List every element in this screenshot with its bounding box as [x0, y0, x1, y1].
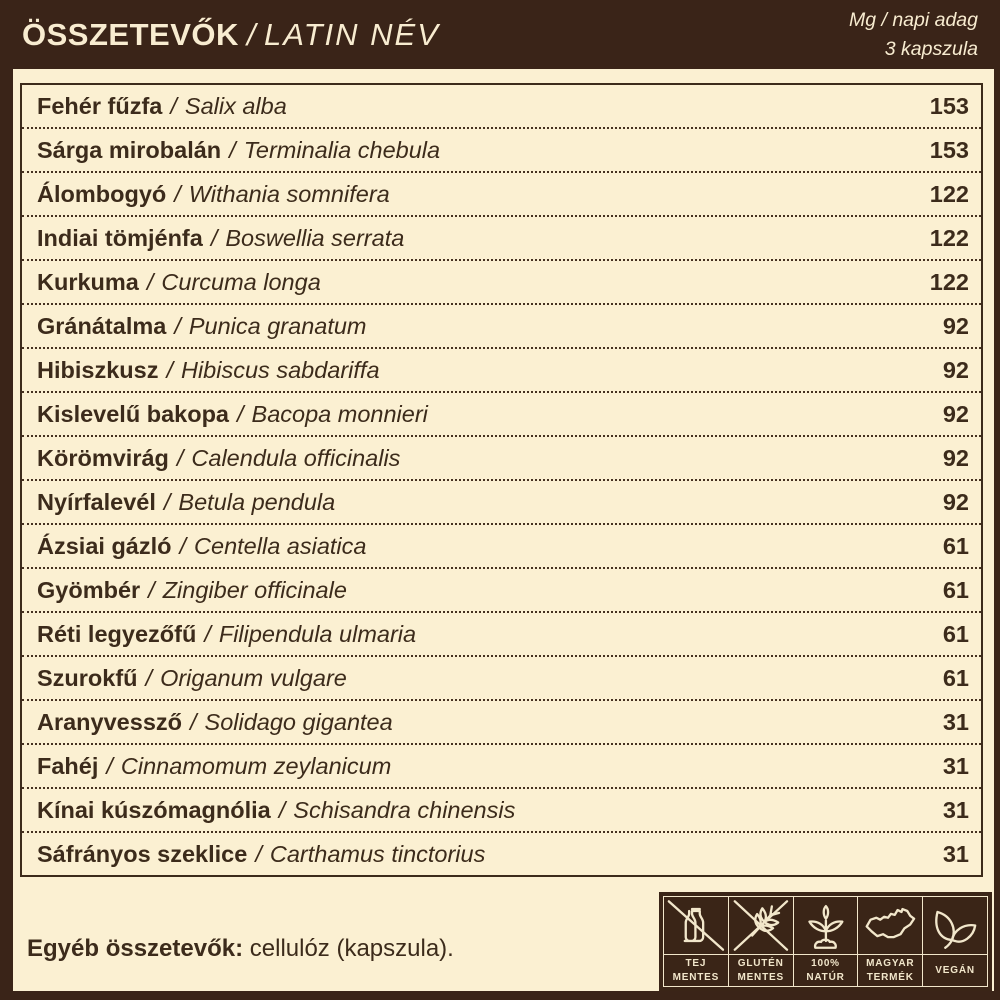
ingredient-row	[22, 613, 981, 657]
ingredient-name-separator: /	[166, 356, 173, 383]
ingredient-name-hu: Álombogyó	[37, 180, 167, 207]
badge-label: MAGYAR TERMÉK	[866, 957, 915, 983]
badge	[729, 897, 794, 986]
ingredient-name-separator: /	[174, 312, 181, 339]
ingredient-name-latin: Origanum vulgare	[160, 664, 347, 691]
ingredient-name-group	[37, 313, 367, 340]
ingredient-name-latin: Withania somnifera	[188, 180, 390, 207]
badge	[858, 897, 923, 986]
ingredient-row	[22, 349, 981, 393]
ingredient-row	[22, 173, 981, 217]
ingredient-name-latin: Centella asiatica	[194, 532, 367, 559]
title-hu: ÖSSZETEVŐK	[22, 16, 239, 52]
ingredient-name-group	[37, 665, 347, 692]
ingredient-name-latin: Solidago gigantea	[204, 708, 393, 735]
ingredient-name-separator: /	[106, 752, 113, 779]
ingredient-name-separator: /	[210, 224, 218, 251]
ingredient-name-hu: Ázsiai gázló	[37, 532, 172, 559]
ingredient-mg-value: 61	[942, 576, 969, 603]
ingredient-row	[22, 437, 981, 481]
ingredient-row	[22, 701, 981, 745]
ingredient-mg-value: 92	[942, 312, 969, 339]
ingredient-mg-value: 61	[942, 532, 969, 559]
ingredient-name-separator: /	[148, 576, 155, 603]
ingredient-name-group	[37, 93, 287, 120]
ingredient-name-latin: Terminalia chebula	[243, 136, 441, 163]
ingredient-name-hu: Kurkuma	[37, 268, 139, 295]
page-title	[22, 17, 440, 53]
ingredient-name-group	[37, 709, 393, 736]
ingredient-name-separator: /	[204, 620, 211, 647]
ingredient-name-hu: Fehér fűzfa	[37, 92, 163, 119]
badges-box	[659, 892, 992, 991]
badge-label: GLUTÉN MENTES	[737, 957, 784, 983]
ingredient-name-group	[37, 357, 380, 384]
ingredient-name-group	[37, 841, 485, 868]
sprout-icon	[794, 897, 858, 954]
ingredient-name-group	[37, 225, 404, 252]
ingredient-name-hu: Kislevelű bakopa	[37, 400, 229, 427]
hungary-map-icon	[858, 897, 922, 954]
other-ingredients-label: Egyéb összetevők:	[27, 935, 244, 962]
ingredient-name-group	[37, 269, 321, 296]
badge-label: VEGÁN	[935, 964, 975, 976]
badge-label: TEJ MENTES	[672, 957, 720, 983]
ingredient-name-latin: Cinnamomum zeylanicum	[120, 752, 392, 779]
ingredient-name-latin: Filipendula ulmaria	[218, 620, 417, 647]
vegan-leaves-icon	[923, 897, 987, 954]
ingredient-row	[22, 305, 981, 349]
ingredient-name-hu: Gyömbér	[37, 576, 141, 603]
ingredient-name-group	[37, 137, 440, 164]
ingredient-name-latin: Curcuma longa	[161, 268, 321, 295]
title-latin: LATIN NÉV	[264, 16, 440, 52]
ingredient-row	[22, 525, 981, 569]
ingredient-name-hu: Réti legyezőfű	[37, 620, 197, 647]
ingredient-name-separator: /	[170, 92, 177, 119]
other-ingredients-note	[27, 935, 454, 963]
ingredient-name-latin: Betula pendula	[178, 488, 336, 515]
ingredient-row	[22, 569, 981, 613]
ingredient-name-latin: Boswellia serrata	[225, 224, 405, 251]
header	[22, 0, 978, 69]
ingredient-mg-value: 92	[942, 400, 969, 427]
ingredient-name-separator: /	[237, 400, 244, 427]
ingredient-mg-value: 92	[942, 356, 969, 383]
ingredient-mg-value: 122	[929, 224, 969, 251]
ingredient-name-separator: /	[190, 708, 197, 735]
ingredients-panel	[13, 69, 994, 991]
ingredient-name-latin: Carthamus tinctorius	[269, 840, 486, 867]
ingredient-name-hu: Sáfrányos szeklice	[37, 840, 248, 867]
ingredient-mg-value: 61	[942, 664, 969, 691]
no-milk-icon	[664, 897, 728, 954]
ingredient-name-group	[37, 753, 391, 780]
ingredient-name-separator: /	[179, 532, 187, 559]
ingredient-name-hu: Szurokfű	[37, 664, 138, 691]
ingredient-mg-value: 31	[942, 840, 969, 867]
ingredient-mg-value: 31	[942, 752, 969, 779]
other-ingredients-value: cellulóz (kapszula).	[243, 935, 454, 962]
ingredient-name-group	[37, 797, 515, 824]
ingredient-mg-value: 31	[942, 708, 969, 735]
ingredient-row	[22, 217, 981, 261]
ingredient-name-latin: Calendula officinalis	[191, 444, 401, 471]
ingredient-name-latin: Bacopa monnieri	[251, 400, 428, 427]
ingredient-name-hu: Nyírfalevél	[37, 488, 156, 515]
ingredient-name-separator: /	[229, 136, 236, 163]
dose-unit-line2: 3 kapszula	[884, 37, 978, 60]
badge	[794, 897, 859, 986]
ingredient-mg-value: 92	[942, 488, 969, 515]
badge-label: 100% NATÚR	[806, 957, 845, 983]
ingredient-name-group	[37, 489, 335, 516]
ingredient-mg-value: 31	[942, 796, 969, 823]
ingredient-name-separator: /	[176, 444, 184, 471]
dose-unit-line1: Mg / napi adag	[848, 9, 978, 32]
ingredient-name-latin: Punica granatum	[188, 312, 367, 339]
ingredient-name-hu: Sárga mirobalán	[37, 136, 222, 163]
ingredient-name-group	[37, 577, 347, 604]
ingredient-name-hu: Gránátalma	[37, 312, 167, 339]
ingredient-name-latin: Schisandra chinensis	[293, 796, 516, 823]
ingredient-name-hu: Aranyvessző	[37, 708, 182, 735]
ingredient-mg-value: 122	[929, 180, 969, 207]
badge	[923, 897, 987, 986]
ingredient-name-group	[37, 181, 390, 208]
ingredient-name-separator: /	[255, 840, 262, 867]
ingredient-row	[22, 393, 981, 437]
ingredient-name-group	[37, 533, 366, 560]
badges-grid	[663, 896, 988, 987]
ingredient-name-separator: /	[163, 488, 171, 515]
ingredient-name-hu: Körömvirág	[37, 444, 169, 471]
ingredient-row	[22, 745, 981, 789]
ingredient-name-group	[37, 401, 428, 428]
ingredient-row	[22, 833, 981, 875]
ingredient-mg-value: 92	[942, 444, 969, 471]
dose-unit-block	[849, 6, 978, 63]
ingredient-name-hu: Hibiszkusz	[37, 356, 159, 383]
no-gluten-icon	[729, 897, 793, 954]
ingredient-name-latin: Salix alba	[184, 92, 287, 119]
ingredient-name-separator: /	[278, 796, 286, 823]
badge	[664, 897, 729, 986]
ingredient-row	[22, 657, 981, 701]
ingredient-mg-value: 61	[942, 620, 969, 647]
ingredient-name-group	[37, 621, 416, 648]
ingredient-row	[22, 85, 981, 129]
ingredient-name-separator: /	[145, 664, 153, 691]
ingredient-name-separator: /	[146, 268, 154, 295]
ingredient-name-separator: /	[174, 180, 181, 207]
title-separator: /	[246, 16, 256, 52]
ingredient-name-group	[37, 445, 400, 472]
ingredients-table	[20, 83, 983, 877]
ingredient-row	[22, 481, 981, 525]
ingredient-row	[22, 789, 981, 833]
ingredient-mg-value: 153	[929, 136, 969, 163]
ingredient-name-hu: Kínai kúszómagnólia	[37, 796, 271, 823]
ingredient-name-hu: Indiai tömjénfa	[37, 224, 203, 251]
ingredient-name-hu: Fahéj	[37, 752, 99, 779]
ingredient-row	[22, 261, 981, 305]
ingredient-mg-value: 122	[929, 268, 969, 295]
ingredient-mg-value: 153	[929, 92, 969, 119]
ingredient-name-latin: Zingiber officinale	[162, 576, 347, 603]
ingredient-name-latin: Hibiscus sabdariffa	[180, 356, 380, 383]
ingredient-row	[22, 129, 981, 173]
